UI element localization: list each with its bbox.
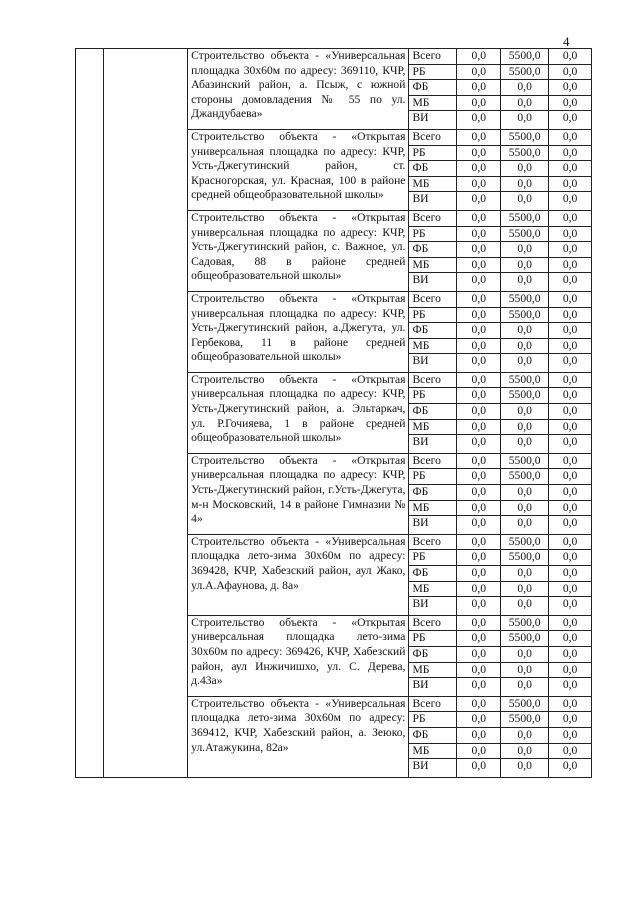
object-description: Строительство объекта - «Универсальная площадка 30х60м по адресу: 369110, КЧР, Абазинский район, а. Псыж, с южной стороны домовладения № 55 по ул. Джандубаева» [188, 49, 409, 130]
funding-source: ВИ [409, 354, 457, 373]
blank-column-2 [103, 49, 188, 778]
funding-source: ВИ [409, 111, 457, 130]
funding-table [75, 48, 592, 778]
value-col-1: 0,0 [457, 64, 501, 80]
funding-source: ВИ [409, 678, 457, 697]
value-col-1: 0,0 [457, 743, 501, 759]
value-col-3: 0,0 [549, 743, 592, 759]
value-col-2: 0,0 [501, 678, 549, 697]
value-col-2: 0,0 [501, 581, 549, 597]
value-col-2: 5500,0 [501, 534, 549, 550]
value-col-2: 5500,0 [501, 291, 549, 307]
value-col-3: 0,0 [549, 566, 592, 582]
value-col-1: 0,0 [457, 566, 501, 582]
value-col-3: 0,0 [549, 210, 592, 226]
object-description: Строительство объекта - «Открытая универсальная площадка лето-зима 30х60м по адресу: 369426, КЧР, Хабезский район, аул Инжичишхо, ул. С. Дерева, д.43а» [188, 615, 409, 696]
value-col-3: 0,0 [549, 469, 592, 485]
value-col-2: 0,0 [501, 743, 549, 759]
value-col-1: 0,0 [457, 759, 501, 778]
value-col-2: 5500,0 [501, 453, 549, 469]
value-col-2: 5500,0 [501, 550, 549, 566]
value-col-3: 0,0 [549, 242, 592, 258]
value-col-2: 0,0 [501, 338, 549, 354]
funding-source: Всего [409, 534, 457, 550]
value-col-3: 0,0 [549, 176, 592, 192]
value-col-3: 0,0 [549, 597, 592, 616]
value-col-1: 0,0 [457, 95, 501, 111]
value-col-2: 0,0 [501, 95, 549, 111]
value-col-1: 0,0 [457, 500, 501, 516]
value-col-1: 0,0 [457, 210, 501, 226]
value-col-2: 0,0 [501, 646, 549, 662]
value-col-1: 0,0 [457, 631, 501, 647]
value-col-3: 0,0 [549, 80, 592, 96]
value-col-2: 0,0 [501, 111, 549, 130]
value-col-1: 0,0 [457, 192, 501, 211]
funding-source: Всего [409, 210, 457, 226]
object-description: Строительство объекта - «Открытая универсальная площадка по адресу: КЧР, Усть-Джегутинский район, ст. Красногорская, ул. Красная, 100 в районе средней общеобразовательной школы» [188, 129, 409, 210]
value-col-2: 0,0 [501, 566, 549, 582]
value-col-1: 0,0 [457, 581, 501, 597]
object-description: Строительство объекта - «Открытая универсальная площадка по адресу: КЧР, Усть-Джегутинский район, а.Джегута, ул. Гербекова, 11 в районе средней общеобразовательной школы» [188, 291, 409, 372]
value-col-1: 0,0 [457, 257, 501, 273]
value-col-3: 0,0 [549, 631, 592, 647]
funding-source: ВИ [409, 597, 457, 616]
funding-source: ФБ [409, 161, 457, 177]
value-col-2: 0,0 [501, 273, 549, 292]
funding-source: ФБ [409, 242, 457, 258]
value-col-2: 0,0 [501, 176, 549, 192]
funding-source: РБ [409, 469, 457, 485]
value-col-2: 0,0 [501, 257, 549, 273]
value-col-2: 0,0 [501, 597, 549, 616]
value-col-3: 0,0 [549, 615, 592, 631]
value-col-3: 0,0 [549, 534, 592, 550]
value-col-2: 0,0 [501, 662, 549, 678]
value-col-1: 0,0 [457, 145, 501, 161]
value-col-2: 5500,0 [501, 64, 549, 80]
object-description: Строительство объекта - «Открытая универсальная площадка по адресу: КЧР, Усть-Джегутинский район, с. Важное, ул. Садовая, 88 в районе средней общеобразовательной школы» [188, 210, 409, 291]
value-col-2: 5500,0 [501, 696, 549, 712]
value-col-1: 0,0 [457, 273, 501, 292]
value-col-2: 0,0 [501, 485, 549, 501]
object-description: Строительство объекта - «Универсальная площадка лето-зима 30х60м по адресу: 369412, КЧР, Хабезский район, а. Зеюко, ул.Атажукина, 82а» [188, 696, 409, 777]
value-col-3: 0,0 [549, 516, 592, 535]
value-col-2: 5500,0 [501, 388, 549, 404]
value-col-3: 0,0 [549, 550, 592, 566]
value-col-3: 0,0 [549, 419, 592, 435]
value-col-3: 0,0 [549, 354, 592, 373]
funding-source: ФБ [409, 485, 457, 501]
value-col-1: 0,0 [457, 550, 501, 566]
value-col-1: 0,0 [457, 485, 501, 501]
value-col-2: 5500,0 [501, 210, 549, 226]
value-col-3: 0,0 [549, 257, 592, 273]
funding-source: МБ [409, 257, 457, 273]
funding-source: МБ [409, 500, 457, 516]
value-col-3: 0,0 [549, 129, 592, 145]
value-col-2: 0,0 [501, 727, 549, 743]
value-col-1: 0,0 [457, 469, 501, 485]
funding-source: МБ [409, 338, 457, 354]
funding-source: ВИ [409, 516, 457, 535]
value-col-2: 0,0 [501, 80, 549, 96]
value-col-2: 0,0 [501, 419, 549, 435]
value-col-3: 0,0 [549, 696, 592, 712]
funding-source: Всего [409, 696, 457, 712]
value-col-1: 0,0 [457, 615, 501, 631]
funding-source: Всего [409, 49, 457, 65]
value-col-3: 0,0 [549, 646, 592, 662]
value-col-2: 5500,0 [501, 226, 549, 242]
object-description: Строительство объекта - «Открытая универсальная площадка по адресу: КЧР, Усть-Джегутинский район, г.Усть-Джегута, м-н Московский, 14 в районе Гимназии № 4» [188, 453, 409, 534]
value-col-1: 0,0 [457, 111, 501, 130]
funding-source: МБ [409, 176, 457, 192]
funding-source: МБ [409, 95, 457, 111]
value-col-2: 0,0 [501, 404, 549, 420]
value-col-1: 0,0 [457, 291, 501, 307]
funding-source: ВИ [409, 192, 457, 211]
value-col-1: 0,0 [457, 678, 501, 697]
funding-source: ВИ [409, 273, 457, 292]
value-col-1: 0,0 [457, 696, 501, 712]
value-col-2: 0,0 [501, 435, 549, 454]
value-col-3: 0,0 [549, 453, 592, 469]
value-col-1: 0,0 [457, 242, 501, 258]
value-col-1: 0,0 [457, 662, 501, 678]
value-col-2: 0,0 [501, 323, 549, 339]
page-number: 4 [563, 34, 570, 49]
object-description: Строительство объекта - «Универсальная площадка лето-зима 30х60м по адресу: 369428, КЧР, Хабезский район, аул Жако, ул.А.Афаунова, д. 8а» [188, 534, 409, 615]
value-col-1: 0,0 [457, 161, 501, 177]
funding-source: РБ [409, 712, 457, 728]
funding-source: ВИ [409, 435, 457, 454]
funding-source: ФБ [409, 80, 457, 96]
value-col-1: 0,0 [457, 597, 501, 616]
funding-source: Всего [409, 291, 457, 307]
funding-source: РБ [409, 388, 457, 404]
value-col-2: 0,0 [501, 161, 549, 177]
funding-source: РБ [409, 145, 457, 161]
value-col-3: 0,0 [549, 727, 592, 743]
value-col-2: 0,0 [501, 242, 549, 258]
value-col-1: 0,0 [457, 404, 501, 420]
value-col-1: 0,0 [457, 435, 501, 454]
value-col-1: 0,0 [457, 80, 501, 96]
value-col-1: 0,0 [457, 129, 501, 145]
funding-source: Всего [409, 453, 457, 469]
funding-source: Всего [409, 615, 457, 631]
value-col-2: 0,0 [501, 516, 549, 535]
value-col-3: 0,0 [549, 712, 592, 728]
value-col-3: 0,0 [549, 435, 592, 454]
value-col-3: 0,0 [549, 678, 592, 697]
funding-source: РБ [409, 550, 457, 566]
value-col-3: 0,0 [549, 759, 592, 778]
funding-source: ФБ [409, 323, 457, 339]
object-description: Строительство объекта - «Открытая универсальная площадка по адресу: КЧР, Усть-Джегутинский район, а. Эльтаркач, ул. Р.Гочияева, 1 в районе средней общеобразовательной школы» [188, 372, 409, 453]
value-col-3: 0,0 [549, 485, 592, 501]
funding-source: МБ [409, 581, 457, 597]
value-col-3: 0,0 [549, 662, 592, 678]
value-col-2: 0,0 [501, 500, 549, 516]
value-col-1: 0,0 [457, 226, 501, 242]
value-col-3: 0,0 [549, 111, 592, 130]
value-col-3: 0,0 [549, 64, 592, 80]
funding-source: РБ [409, 631, 457, 647]
funding-source: ФБ [409, 404, 457, 420]
value-col-2: 5500,0 [501, 307, 549, 323]
blank-column-1 [76, 49, 104, 778]
funding-source: МБ [409, 419, 457, 435]
value-col-2: 5500,0 [501, 372, 549, 388]
value-col-2: 5500,0 [501, 631, 549, 647]
value-col-2: 0,0 [501, 759, 549, 778]
funding-table-body [76, 49, 592, 778]
value-col-1: 0,0 [457, 338, 501, 354]
table-row [76, 49, 592, 65]
value-col-2: 0,0 [501, 354, 549, 373]
value-col-1: 0,0 [457, 727, 501, 743]
value-col-3: 0,0 [549, 388, 592, 404]
value-col-3: 0,0 [549, 323, 592, 339]
value-col-3: 0,0 [549, 307, 592, 323]
value-col-1: 0,0 [457, 534, 501, 550]
value-col-1: 0,0 [457, 646, 501, 662]
value-col-2: 5500,0 [501, 469, 549, 485]
funding-source: МБ [409, 662, 457, 678]
value-col-1: 0,0 [457, 516, 501, 535]
value-col-3: 0,0 [549, 192, 592, 211]
value-col-2: 0,0 [501, 192, 549, 211]
value-col-3: 0,0 [549, 581, 592, 597]
value-col-2: 5500,0 [501, 615, 549, 631]
funding-source: РБ [409, 64, 457, 80]
value-col-1: 0,0 [457, 453, 501, 469]
funding-source: ФБ [409, 566, 457, 582]
funding-source: Всего [409, 372, 457, 388]
value-col-1: 0,0 [457, 176, 501, 192]
value-col-3: 0,0 [549, 226, 592, 242]
funding-source: Всего [409, 129, 457, 145]
funding-source: ФБ [409, 727, 457, 743]
value-col-3: 0,0 [549, 49, 592, 65]
funding-source: ФБ [409, 646, 457, 662]
value-col-3: 0,0 [549, 273, 592, 292]
value-col-1: 0,0 [457, 712, 501, 728]
value-col-1: 0,0 [457, 323, 501, 339]
value-col-2: 5500,0 [501, 712, 549, 728]
value-col-1: 0,0 [457, 372, 501, 388]
value-col-1: 0,0 [457, 49, 501, 65]
value-col-3: 0,0 [549, 500, 592, 516]
value-col-3: 0,0 [549, 404, 592, 420]
value-col-2: 5500,0 [501, 49, 549, 65]
value-col-2: 5500,0 [501, 129, 549, 145]
value-col-3: 0,0 [549, 338, 592, 354]
value-col-1: 0,0 [457, 388, 501, 404]
value-col-3: 0,0 [549, 372, 592, 388]
funding-source: МБ [409, 743, 457, 759]
value-col-2: 5500,0 [501, 145, 549, 161]
value-col-3: 0,0 [549, 145, 592, 161]
funding-source: РБ [409, 307, 457, 323]
value-col-1: 0,0 [457, 419, 501, 435]
funding-source: ВИ [409, 759, 457, 778]
value-col-3: 0,0 [549, 161, 592, 177]
value-col-3: 0,0 [549, 95, 592, 111]
value-col-1: 0,0 [457, 354, 501, 373]
value-col-3: 0,0 [549, 291, 592, 307]
funding-source: РБ [409, 226, 457, 242]
value-col-1: 0,0 [457, 307, 501, 323]
